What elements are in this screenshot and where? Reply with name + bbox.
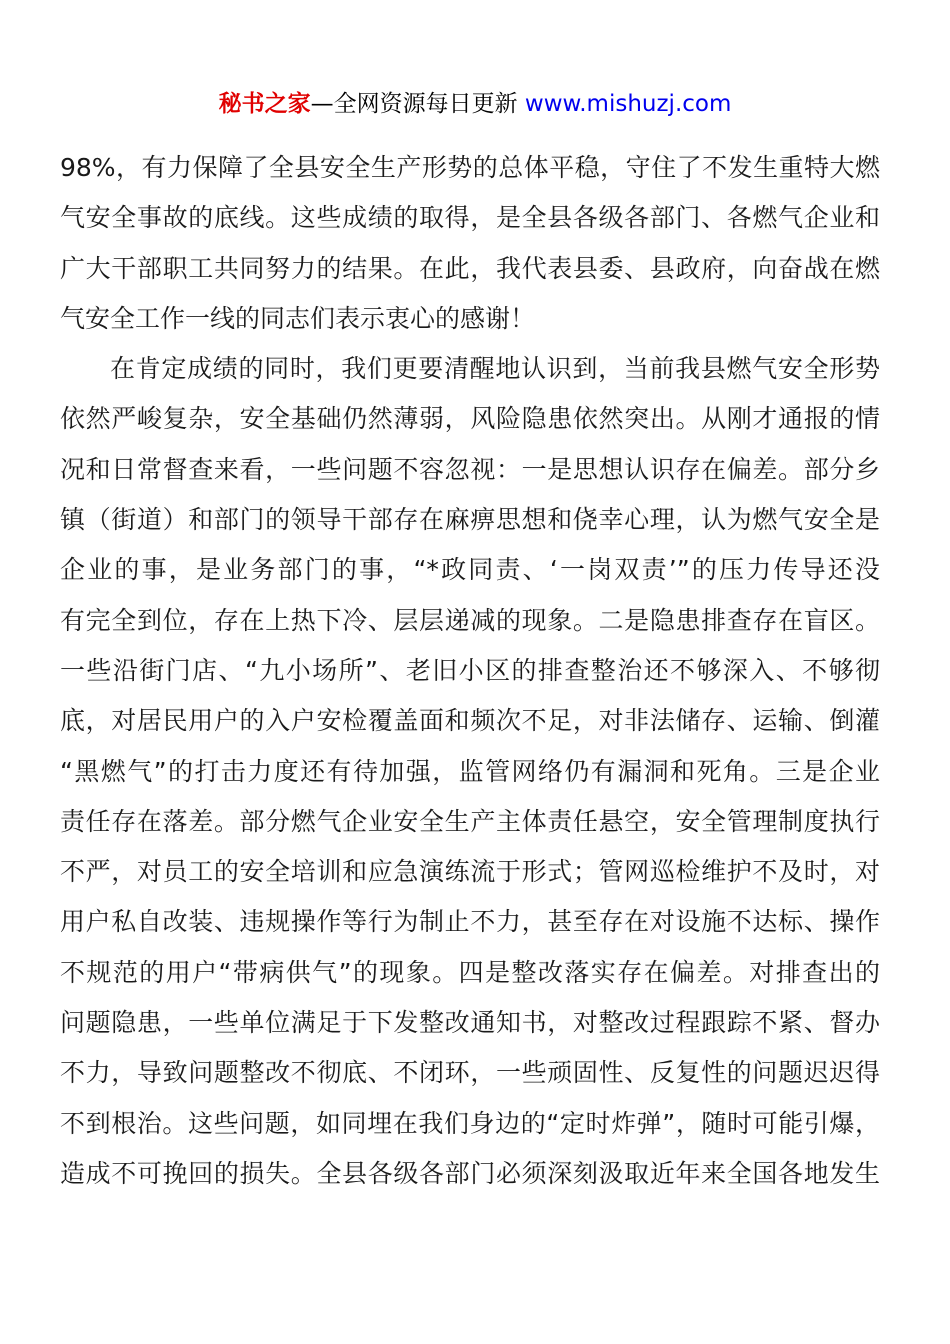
- text-line: 气安全事故的底线。这些成绩的取得，是全县各级各部门、各燃气企业和: [60, 203, 880, 233]
- text-line: 有完全到位，存在上热下冷、层层递减的现象。二是隐患排查存在盲区。: [60, 605, 880, 635]
- document-body: [60, 143, 880, 1199]
- text-line: 不严，对员工的安全培训和应急演练流于形式；管网巡检维护不及时，对: [60, 857, 880, 887]
- text-line: 问题隐患，一些单位满足于下发整改通知书，对整改过程跟踪不紧、督办: [60, 1008, 880, 1038]
- header-url-link[interactable]: www.mishuzj.com: [524, 91, 732, 117]
- paragraph: [60, 344, 880, 1199]
- header-brand: 秘书之家: [218, 91, 311, 117]
- text-line: 在肯定成绩的同时，我们更要清醒地认识到，当前我县燃气安全形势: [110, 354, 880, 384]
- text-line: 底，对居民用户的入户安检覆盖面和频次不足，对非法储存、运输、倒灌: [60, 706, 880, 736]
- text-line: 不规范的用户“带病供气”的现象。四是整改落实存在偏差。对排查出的: [60, 957, 880, 987]
- text-line: 广大干部职工共同努力的结果。在此，我代表县委、县政府，向奋战在燃: [60, 253, 880, 283]
- paragraph: [60, 143, 880, 344]
- text-line: 依然严峻复杂，安全基础仍然薄弱，风险隐患依然突出。从刚才通报的情: [60, 404, 880, 434]
- text-line: 用户私自改装、违规操作等行为制止不力，甚至存在对设施不达标、操作: [60, 907, 880, 937]
- text-line: 不力，导致问题整改不彻底、不闭环，一些顽固性、反复性的问题迟迟得: [60, 1058, 880, 1088]
- text-line: 一些沿街门店、“九小场所”、老旧小区的排查整治还不够深入、不够彻: [60, 655, 880, 685]
- header-tagline: —全网资源每日更新: [310, 91, 525, 117]
- text-line: 造成不可挽回的损失。全县各级各部门必须深刻汲取近年来全国各地发生: [60, 1158, 880, 1188]
- text-line: 气安全工作一线的同志们表示衷心的感谢！: [60, 303, 536, 333]
- text-line: 不到根治。这些问题，如同埋在我们身边的“定时炸弹”，随时可能引爆，: [60, 1108, 880, 1138]
- text-line: 镇（街道）和部门的领导干部存在麻痹思想和侥幸心理，认为燃气安全是: [60, 505, 880, 535]
- text-line: 责任存在落差。部分燃气企业安全生产主体责任悬空，安全管理制度执行: [60, 806, 880, 836]
- text-line: 98%，有力保障了全县安全生产形势的总体平稳，守住了不发生重特大燃: [60, 153, 880, 182]
- text-line: “黑燃气”的打击力度还有待加强，监管网络仍有漏洞和死角。三是企业: [60, 756, 880, 786]
- page-header: [0, 86, 950, 122]
- text-line: 况和日常督查来看，一些问题不容忽视：一是思想认识存在偏差。部分乡: [60, 454, 880, 484]
- text-line: 企业的事，是业务部门的事，“*政同责、‘一岗双责’”的压力传导还没: [60, 555, 880, 585]
